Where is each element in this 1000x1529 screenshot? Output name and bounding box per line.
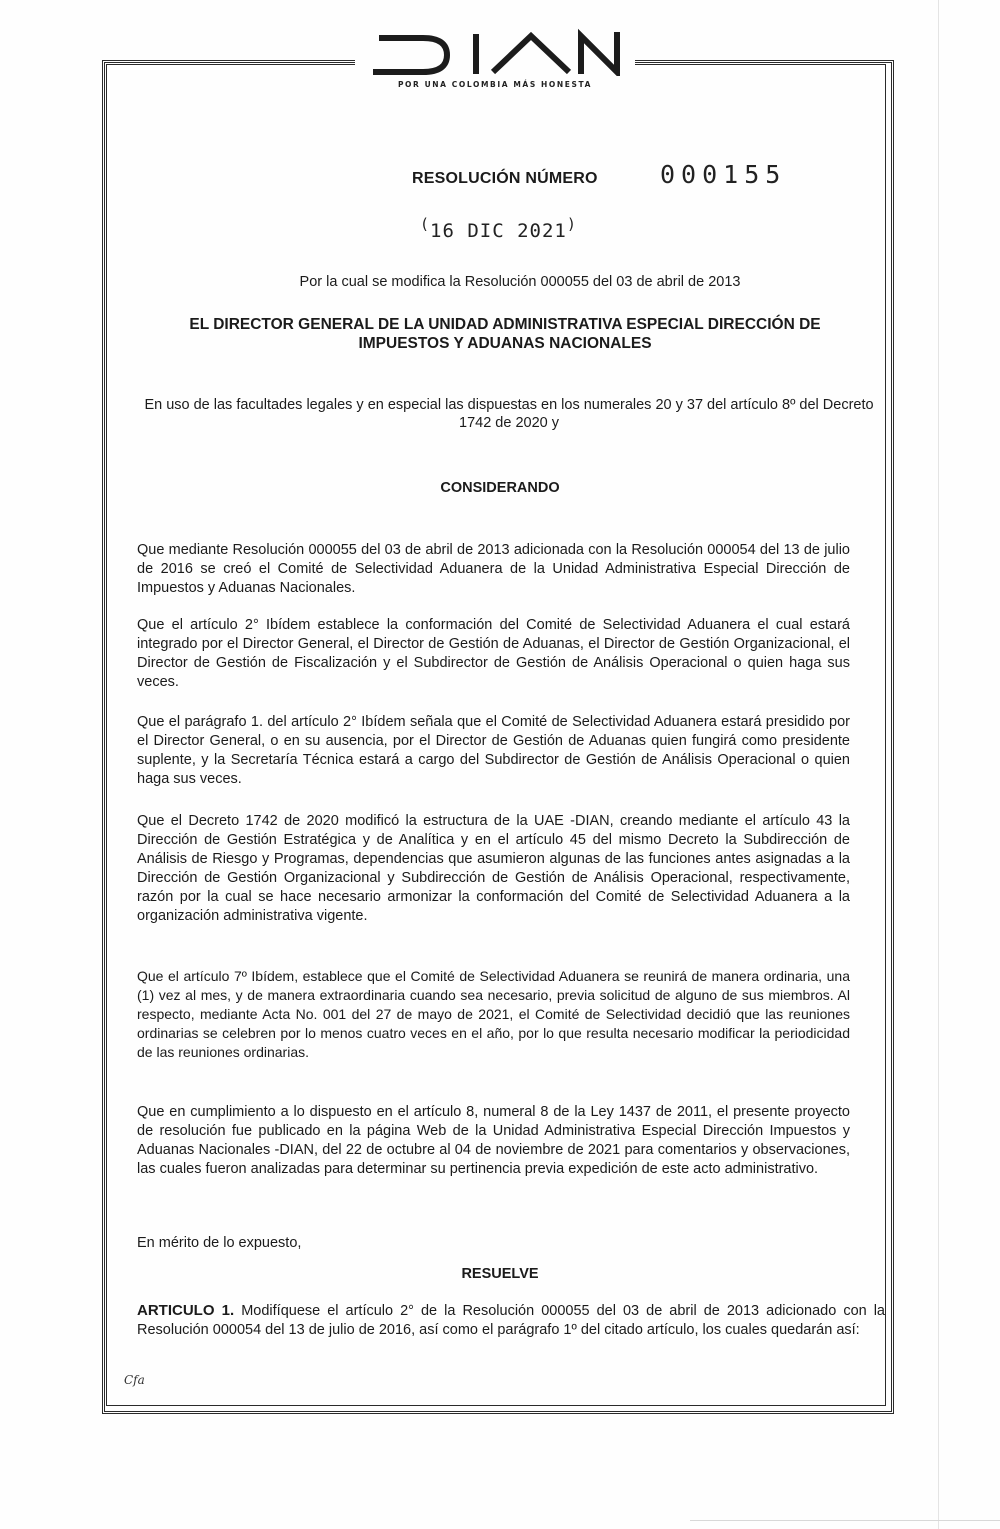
logo-tagline: POR UNA COLOMBIA MÁS HONESTA — [397, 80, 593, 89]
considerando-closing: En mérito de lo expuesto, — [137, 1235, 302, 1251]
resolution-date-stamp — [420, 215, 577, 242]
considerando-heading: CONSIDERANDO — [440, 480, 560, 496]
resolution-number: 000155 — [660, 160, 787, 189]
issuing-authority: EL DIRECTOR GENERAL DE LA UNIDAD ADMINISTRATIVA ESPECIAL DIRECCIÓN DE IMPUESTOS Y ADUANAS NACIONALES — [189, 316, 821, 352]
dian-logo — [355, 10, 635, 90]
considerando-paragraph-2: Que el artículo 2° Ibídem establece la conformación del Comité de Selectividad Aduanera el cual estará integrado por el Director General, el Director de Gestión de Aduanas, el Director de Gestión Organizacional, el Director de Gestión de Fiscalización y el Subdirector de Gestión de Análisis Operacional o quien haga sus veces. — [137, 617, 850, 690]
date-paren-open: ( — [420, 215, 431, 233]
resolution-label: RESOLUCIÓN NÚMERO — [412, 170, 598, 187]
date-paren-close: ) — [566, 215, 577, 233]
article-1-text: Modifíquese el artículo 2° de la Resolución 000055 del 03 de abril de 2013 adicionado con la Resolución 000054 del 13 de julio de 2016, así como el parágrafo 1º del citado artículo, los cuales quedarán así: — [137, 1303, 886, 1338]
article-1-label: ARTICULO 1. — [137, 1302, 235, 1319]
scan-bottom-line — [690, 1520, 1000, 1521]
considerando-paragraph-1: Que mediante Resolución 000055 del 03 de abril de 2013 adicionada con la Resolución 000054 del 13 de julio de 2016 se creó el Comité de Selectividad Aduanera de la Unidad Administrativa Especial Dirección de Impuestos y Aduanas Nacionales. — [137, 542, 850, 596]
scan-edge-line — [938, 0, 939, 1529]
considerando-paragraph-3: Que el parágrafo 1. del artículo 2° Ibídem señala que el Comité de Selectividad Aduanera estará presidido por el Director General, o en su ausencia, por el Director de Gestión de Aduanas quien fungirá como presidente suplente, y la Secretaría Técnica estará a cargo del Subdirector de Gestión de Análisis Operacional o quien haga sus veces. — [137, 714, 850, 787]
legal-faculties: En uso de las facultades legales y en especial las dispuestas en los numerales 20 y 37 del artículo 8º del Decreto 1742 de 2020 y — [144, 397, 874, 431]
dian-logo-mark — [369, 24, 621, 76]
resolution-subtitle: Por la cual se modifica la Resolución 000055 del 03 de abril de 2013 — [299, 274, 741, 290]
resolution-date: 16 DIC 2021 — [430, 220, 567, 242]
handwritten-initials: Cfa — [124, 1373, 145, 1387]
resuelve-heading: RESUELVE — [461, 1266, 539, 1282]
article-1 — [137, 1301, 885, 1340]
considerando-paragraph-5: Que el artículo 7º Ibídem, establece que el Comité de Selectividad Aduanera se reunirá de manera ordinaria, una (1) vez al mes, y de manera extraordinaria cuando sea necesario, previa solicitud de alguno de sus miembros. Al respecto, mediante Acta No. 001 del 27 de mayo de 2021, el Comité de Selectividad decidió que las reuniones ordinarias se celebren por lo menos cuatro veces en el año, por lo que resulta necesario modificar la periodicidad de las reuniones ordinarias. — [137, 968, 850, 1060]
considerando-paragraph-6: Que en cumplimiento a lo dispuesto en el artículo 8, numeral 8 de la Ley 1437 de 2011, el presente proyecto de resolución fue publicado en la página Web de la Unidad Administrativa Especial Dirección Impuestos y Aduanas Nacionales -DIAN, del 22 de octubre al 04 de noviembre de 2021 para comentarios y observaciones, las cuales fueron analizadas para determinar su pertinencia previa expedición de este acto administrativo. — [137, 1104, 850, 1177]
considerando-paragraph-4: Que el Decreto 1742 de 2020 modificó la estructura de la UAE -DIAN, creando mediante el artículo 43 la Dirección de Gestión Estratégica y de Analítica y en el artículo 45 del mismo Decreto la Subdirección de Análisis de Riesgo y Programas, dependencias que asumieron algunas de las funciones antes asignadas a la Dirección de Gestión Organizacional y Subdirección de Gestión de Análisis Operacional, respectivamente, razón por la cual se hace necesario armonizar la conformación del Comité de Selectividad Aduanera a la organización administrativa vigente. — [137, 813, 850, 924]
